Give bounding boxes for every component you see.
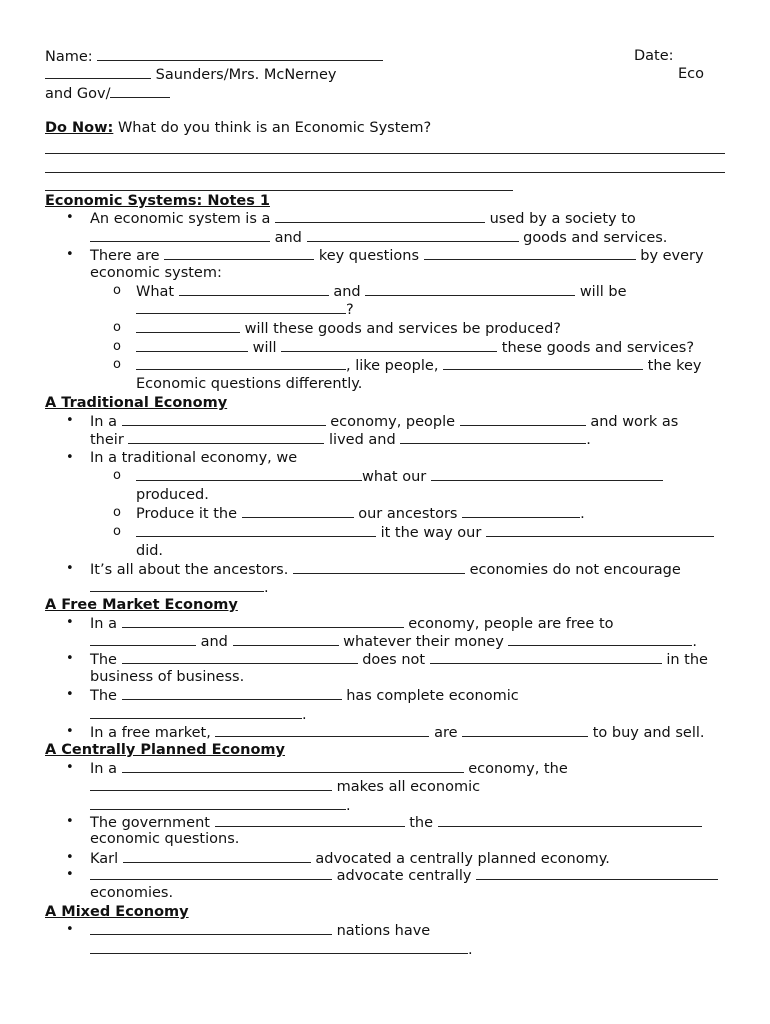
free-line-3 [90, 650, 708, 669]
text: The government [90, 815, 210, 831]
text: the key [647, 358, 702, 374]
text: In a [90, 616, 117, 632]
text: Produce it the [136, 506, 238, 522]
text: by every [640, 248, 704, 264]
answer-line-2[interactable] [45, 172, 725, 173]
text: whatever their money [343, 634, 504, 650]
text: used by a society to [489, 211, 636, 227]
text: lived and [329, 432, 396, 448]
bullet: • [66, 615, 74, 630]
bullet: • [66, 867, 74, 882]
blank[interactable] [90, 921, 332, 935]
trad-sub-3-cont: did. [136, 543, 164, 559]
do-now-label: Do Now: [45, 120, 114, 136]
bullet: • [66, 210, 74, 225]
blank[interactable] [438, 813, 702, 827]
text: , like people, [346, 358, 439, 374]
text: economy, the [468, 761, 568, 777]
text: and [274, 230, 302, 246]
text: goods and services. [523, 230, 668, 246]
blank[interactable] [122, 686, 342, 700]
text: will these goods and services be produced? [244, 321, 561, 337]
trad-sub-2 [136, 504, 585, 523]
bullet: • [66, 450, 74, 465]
text: The [90, 688, 117, 704]
sub-bullet: o [113, 339, 121, 354]
blank[interactable] [476, 866, 718, 880]
notes-line-4: economic system: [90, 265, 222, 281]
text: economy, people are free to [408, 616, 614, 632]
name-line [45, 47, 383, 66]
name-label: Name: [45, 49, 93, 65]
blank[interactable] [242, 504, 354, 518]
text: It’s all about the ancestors. [90, 562, 289, 578]
teacher-name: Saunders/Mrs. McNerney [155, 67, 337, 83]
blank[interactable] [462, 504, 580, 518]
bullet: • [66, 247, 74, 262]
text: has complete economic [346, 688, 519, 704]
text: will be [579, 284, 627, 300]
answer-line-3[interactable] [45, 190, 513, 191]
section-title-traditional: A Traditional Economy [45, 395, 228, 411]
free-line-2 [90, 632, 697, 651]
text: and work as [590, 414, 679, 430]
section-title-mixed: A Mixed Economy [45, 904, 189, 920]
text: and [200, 634, 228, 650]
central-line-1 [90, 759, 568, 778]
do-now [45, 119, 431, 137]
bullet: • [66, 760, 74, 775]
sub-bullet: o [113, 320, 121, 335]
blank[interactable] [275, 209, 485, 223]
text: advocate centrally [336, 868, 472, 884]
notes-line-3 [90, 246, 704, 265]
blank[interactable] [90, 796, 346, 810]
blank[interactable] [400, 430, 586, 444]
sub-bullet: o [113, 283, 121, 298]
sub-bullet: o [113, 524, 121, 539]
blank[interactable] [215, 813, 405, 827]
text: . [580, 506, 585, 522]
free-line-1 [90, 614, 614, 633]
name-field[interactable] [97, 47, 383, 61]
blank[interactable] [136, 319, 240, 333]
question-answer-cont: Economic questions differently. [136, 376, 363, 392]
blank[interactable] [430, 650, 662, 664]
central-line-3-cont: economic questions. [90, 831, 240, 847]
trad-line-4-cont [90, 578, 269, 597]
blank[interactable] [179, 282, 329, 296]
mixed-line-1-cont [90, 940, 473, 959]
blank[interactable] [90, 578, 264, 592]
sub-bullet: o [113, 468, 121, 483]
notes-line-2 [90, 228, 667, 247]
blank[interactable] [136, 523, 376, 537]
blank[interactable] [122, 614, 404, 628]
central-line-2 [90, 777, 480, 796]
blank[interactable] [443, 356, 643, 370]
text: advocated a centrally planned economy. [315, 851, 610, 867]
bullet: • [66, 724, 74, 739]
text: to buy and sell. [592, 725, 705, 741]
blank[interactable] [90, 228, 270, 242]
text: . [264, 580, 269, 596]
blank[interactable] [486, 523, 714, 537]
text: There are [90, 248, 160, 264]
text: . [302, 707, 307, 723]
blank[interactable] [164, 246, 314, 260]
text: makes all economic [336, 779, 481, 795]
central-line-5-cont: economies. [90, 885, 174, 901]
sub-bullet: o [113, 505, 121, 520]
text: An economic system is a [90, 211, 271, 227]
bullet: • [66, 850, 74, 865]
text: their [90, 432, 124, 448]
text: In a [90, 414, 117, 430]
section-title-free-market: A Free Market Economy [45, 597, 238, 613]
text: in the [666, 652, 708, 668]
course-name-part2: and Gov/ [45, 86, 111, 102]
text: In a [90, 761, 117, 777]
trad-line-4 [90, 560, 681, 579]
text: does not [362, 652, 426, 668]
blank[interactable] [122, 412, 326, 426]
trad-sub-3 [136, 523, 714, 542]
blank[interactable] [136, 356, 346, 370]
trad-sub-1 [136, 467, 663, 486]
question-what-cont [136, 300, 354, 319]
teacher-line [45, 65, 337, 84]
sub-bullet: o [113, 357, 121, 372]
text: . [346, 798, 351, 814]
text: In a free market, [90, 725, 211, 741]
free-line-4-cont [90, 705, 307, 724]
bullet: • [66, 814, 74, 829]
blank[interactable] [122, 759, 464, 773]
text: will [252, 340, 277, 356]
blank[interactable] [307, 228, 519, 242]
blank[interactable] [122, 650, 358, 664]
blank[interactable] [293, 560, 465, 574]
course-name-part1: Eco [678, 66, 705, 82]
text: these goods and services? [501, 340, 695, 356]
mixed-line-1 [90, 921, 430, 940]
blank[interactable] [136, 300, 346, 314]
blank[interactable] [462, 723, 588, 737]
text: what our [362, 469, 427, 485]
text: are [434, 725, 458, 741]
blank[interactable] [90, 866, 332, 880]
bullet: • [66, 687, 74, 702]
section-title-notes: Economic Systems: Notes 1 [45, 193, 270, 209]
text: ? [346, 302, 354, 318]
bullet: • [66, 561, 74, 576]
blank[interactable] [233, 632, 339, 646]
bullet: • [66, 922, 74, 937]
trad-line-1 [90, 412, 678, 431]
course-line [45, 84, 170, 103]
blank[interactable] [281, 338, 497, 352]
text: . [468, 942, 473, 958]
blank[interactable] [424, 246, 636, 260]
date-label: Date: [634, 48, 674, 64]
question-answer [136, 356, 701, 375]
text: . [692, 634, 698, 650]
free-line-4 [90, 686, 519, 705]
text: . [586, 432, 591, 448]
text: the [409, 815, 433, 831]
date-field[interactable] [45, 65, 151, 79]
blank[interactable] [136, 467, 362, 481]
text: it the way our [380, 525, 482, 541]
blank[interactable] [215, 723, 429, 737]
section-title-central: A Centrally Planned Economy [45, 742, 285, 758]
blank[interactable] [460, 412, 586, 426]
blank[interactable] [431, 467, 663, 481]
text: economies do not encourage [469, 562, 681, 578]
text: key questions [318, 248, 420, 264]
question-how [136, 319, 561, 338]
blank[interactable] [90, 705, 302, 719]
question-who [136, 338, 694, 357]
answer-line-1[interactable] [45, 153, 725, 154]
question-what [136, 282, 627, 301]
text: What [136, 284, 175, 300]
do-now-question: What do you think is an Economic System? [117, 120, 432, 136]
central-line-5 [90, 866, 718, 885]
text: and [333, 284, 361, 300]
trad-sub-1-cont: produced. [136, 487, 209, 503]
period-field[interactable] [110, 84, 170, 98]
notes-line-1 [90, 209, 636, 228]
free-line-3-cont: business of business. [90, 669, 245, 685]
blank[interactable] [136, 338, 248, 352]
bullet: • [66, 651, 74, 666]
blank[interactable] [128, 430, 324, 444]
text: our ancestors [358, 506, 458, 522]
blank[interactable] [508, 632, 692, 646]
blank[interactable] [90, 940, 468, 954]
blank[interactable] [123, 849, 311, 863]
blank[interactable] [90, 777, 332, 791]
text: nations have [336, 923, 431, 939]
free-line-5 [90, 723, 705, 742]
trad-line-2 [90, 430, 591, 449]
blank[interactable] [90, 632, 196, 646]
trad-line-3: In a traditional economy, we [90, 450, 298, 466]
text: economy, people [330, 414, 456, 430]
text: The [90, 652, 117, 668]
blank[interactable] [365, 282, 575, 296]
bullet: • [66, 413, 74, 428]
text: Karl [90, 851, 119, 867]
